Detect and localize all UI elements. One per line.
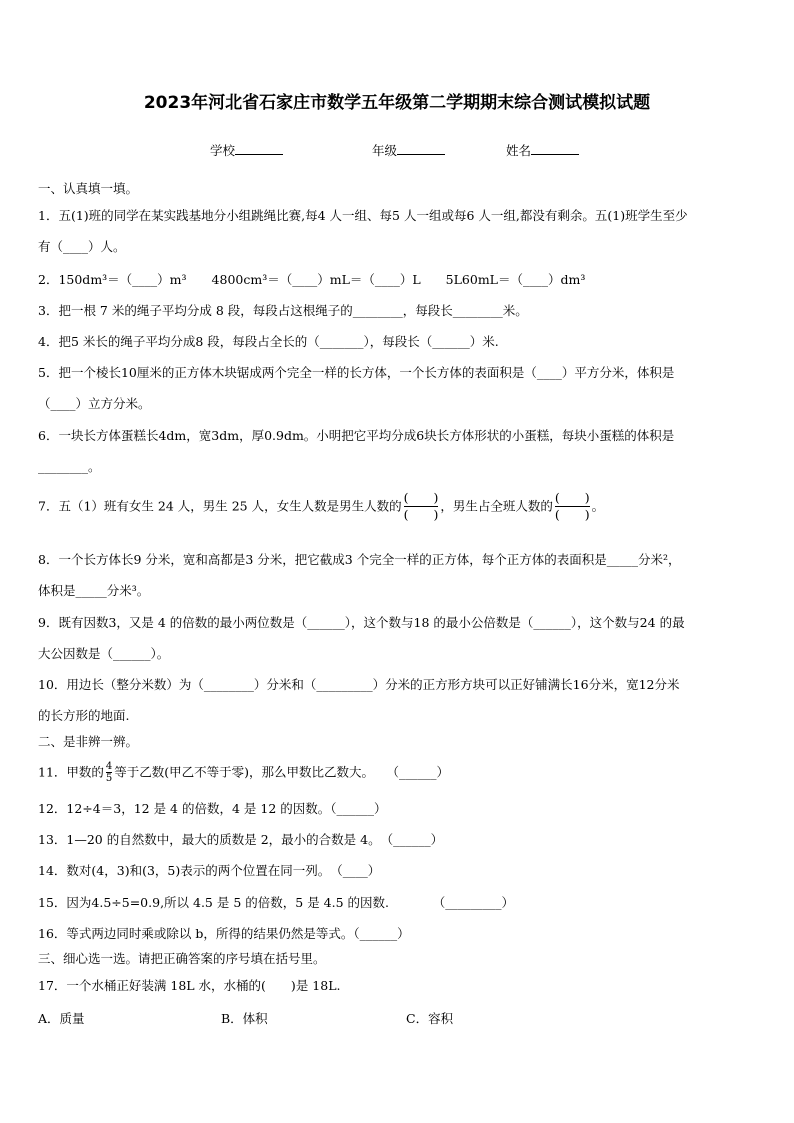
question-10-line-2: 的长方形的地面.	[38, 708, 130, 723]
question-14: 14．数对(4，3)和(3，5)表示的两个位置在同一列。 （____）	[38, 863, 381, 878]
section-heading-3: 三、细心选一选。请把正确答案的序号填在括号里。	[38, 951, 326, 966]
question-10-line-1: 10．用边长（整分米数）为（________）分米和（_________）分米的正方形方块可以正好铺满长16分米，宽12分米	[38, 677, 680, 692]
question-11-text-1: 11．甲数的	[38, 764, 104, 780]
fraction-1-denominator: ( )	[403, 507, 439, 522]
question-11	[38, 761, 449, 784]
question-3: 3．把一根 7 米的绳子平均分成 8 段，每段占这根绳子的________，每段长________米。	[38, 303, 528, 318]
question-2: 2．150dm³＝（____）m³ 4800cm³＝（____）mL＝（____）L 5L60mL＝（____）dm³	[38, 272, 586, 287]
question-5-line-1: 5．把一个棱长10厘米的正方体木块锯成两个完全一样的长方体，一个长方体的表面积是（____）平方分米，体积是	[38, 365, 675, 380]
school-blank[interactable]	[235, 142, 283, 155]
school-label: 学校	[210, 143, 236, 158]
fraction-2-denominator: ( )	[554, 507, 590, 522]
name-blank[interactable]	[531, 142, 579, 155]
question-7-fraction-1[interactable]	[404, 490, 439, 523]
question-7-text-3: 。	[591, 498, 605, 514]
question-8-line-2: 体积是_____分米³。	[38, 583, 150, 598]
question-9-line-1: 9．既有因数3，又是 4 的倍数的最小两位数是（______），这个数与18 的最小公倍数是（______），这个数与24 的最	[38, 615, 685, 630]
question-13: 13．1—20 的自然数中，最大的质数是 2，最小的合数是 4。 （______）	[38, 832, 444, 847]
question-17-option-b[interactable]: B．体积	[221, 1011, 268, 1026]
fraction-denominator: 5	[105, 773, 113, 784]
question-17: 17．一个水桶正好装满 18L 水，水桶的( )是 18L.	[38, 978, 341, 993]
grade-blank[interactable]	[397, 142, 445, 155]
grade-field	[372, 141, 445, 159]
question-17-option-a[interactable]: A．质量	[38, 1011, 85, 1026]
question-7-fraction-2[interactable]	[555, 490, 590, 523]
question-7-text-2: ，男生占全班人数的	[440, 498, 553, 514]
question-7-text-1: 7．五（1）班有女生 24 人，男生 25 人，女生人数是男生人数的	[38, 498, 402, 514]
question-6-line-1: 6．一块长方体蛋糕长4dm，宽3dm，厚0.9dm。小明把它平均分成6块长方体形状的小蛋糕，每块小蛋糕的体积是	[38, 428, 675, 443]
name-field	[506, 141, 579, 159]
question-15: 15．因为4.5÷5=0.9,所以 4.5 是 5 的倍数，5 是 4.5 的因数. （_________）	[38, 895, 514, 910]
question-1-line-1: 1．五(1)班的同学在某实践基地分小组跳绳比赛,每4 人一组、每5 人一组或每6 人一组,都没有剩余。五(1)班学生至少	[38, 208, 688, 223]
question-4: 4．把5 米长的绳子平均分成8 段，每段占全长的（_______），每段长（______）米.	[38, 334, 499, 349]
fraction-numerator: 4	[105, 761, 113, 772]
question-6-line-2: ________。	[38, 459, 101, 474]
question-11-fraction	[106, 761, 112, 784]
question-8-line-1: 8．一个长方体长9 分米，宽和高都是3 分米，把它截成3 个完全一样的正方体，每个正方体的表面积是_____分米²，	[38, 552, 681, 567]
fraction-2-numerator: ( )	[554, 490, 590, 505]
name-label: 姓名	[506, 143, 532, 158]
fraction-1-numerator: ( )	[403, 490, 439, 505]
question-1-line-2: 有（____）人。	[38, 239, 126, 254]
question-5-line-2: （____）立方分米。	[38, 396, 151, 411]
question-11-text-2: 等于乙数(甲乙不等于零)，那么甲数比乙数大。 （______）	[114, 764, 450, 780]
question-12: 12．12÷4＝3，12 是 4 的倍数，4 是 12 的因数。（______）	[38, 801, 387, 816]
question-16: 16．等式两边同时乘或除以 b，所得的结果仍然是等式。（______）	[38, 926, 410, 941]
section-heading-1: 一、认真填一填。	[38, 181, 139, 196]
question-7	[38, 490, 604, 523]
grade-label: 年级	[372, 143, 398, 158]
school-field	[210, 141, 283, 159]
question-17-option-c[interactable]: C．容积	[406, 1011, 454, 1026]
question-9-line-2: 大公因数是（______）。	[38, 646, 170, 661]
section-heading-2: 二、是非辨一辨。	[38, 734, 139, 749]
page-title: 2023年河北省石家庄市数学五年级第二学期期末综合测试模拟试题	[143, 93, 651, 113]
